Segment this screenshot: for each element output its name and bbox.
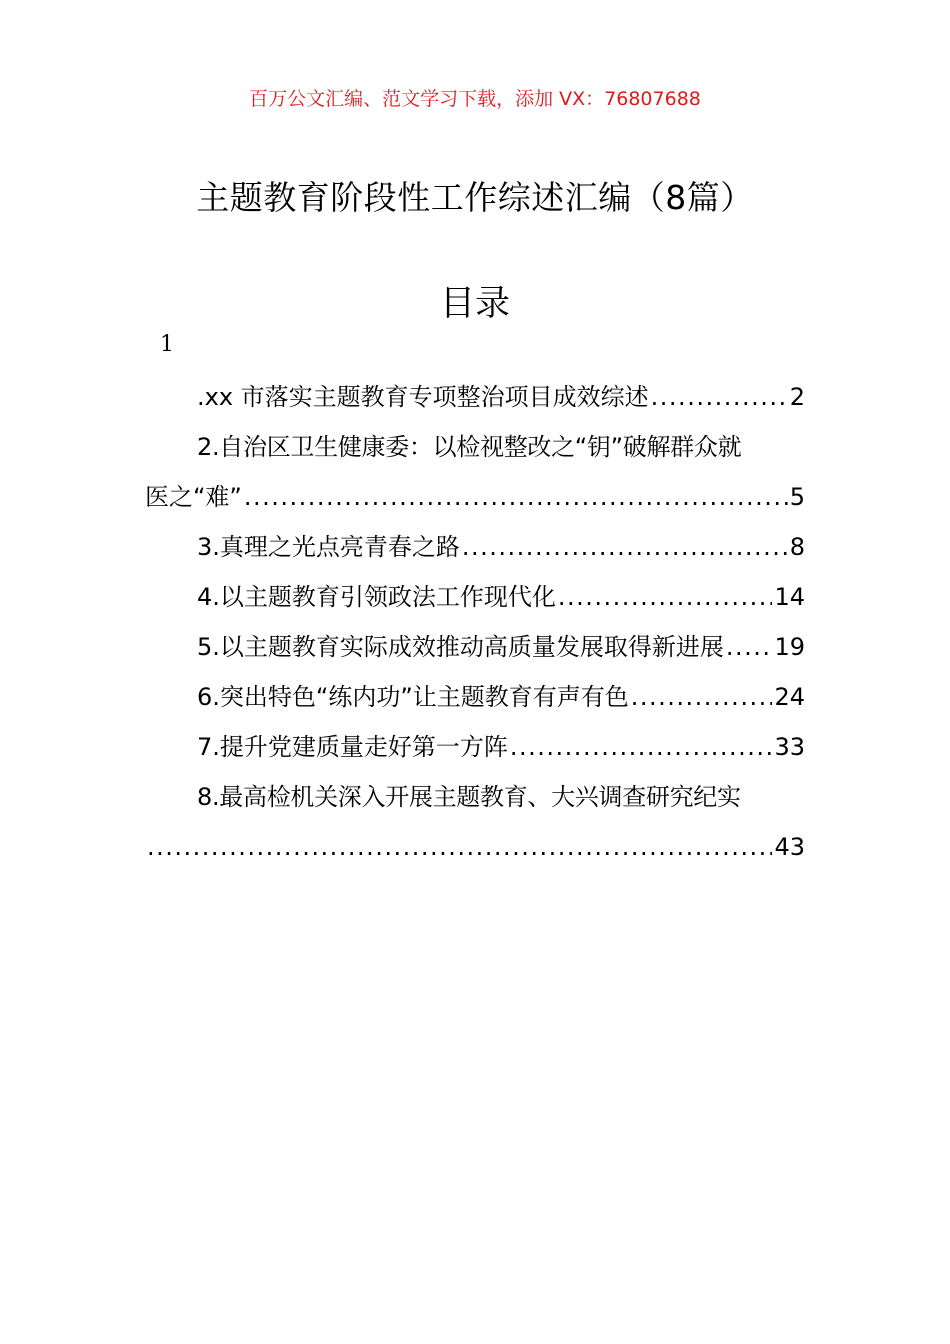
toc-entry-title: 医之“难” (145, 483, 242, 511)
toc-leader-dots (631, 672, 773, 722)
toc-entry-page: 5 (789, 483, 805, 511)
toc-entry-2-line1[interactable]: 2.自治区卫生健康委：以检视整改之“钥”破解群众就 (197, 433, 742, 461)
document-title: 主题教育阶段性工作综述汇编（8篇） (196, 178, 754, 217)
stray-number: 1 (160, 332, 174, 357)
toc-entry-1[interactable] (145, 372, 805, 422)
toc-leader-dots (726, 622, 773, 672)
toc-leader-dots (510, 722, 773, 772)
toc-entry-4[interactable] (145, 572, 805, 622)
toc-entry-3[interactable] (145, 522, 805, 572)
toc-entry-page: 43 (774, 833, 805, 861)
toc-leader-dots (244, 472, 788, 522)
table-of-contents (145, 372, 805, 872)
toc-leader-dots (147, 822, 772, 872)
toc-entry-7[interactable] (145, 722, 805, 772)
toc-entry-page: 19 (774, 633, 805, 661)
toc-entry-2[interactable] (145, 472, 805, 522)
toc-entry-title: 7.提升党建质量走好第一方阵 (197, 733, 508, 761)
toc-leader-dots (651, 372, 788, 422)
toc-leader-dots (558, 572, 773, 622)
toc-entry-title: 5.以主题教育实际成效推动高质量发展取得新进展 (197, 633, 724, 661)
toc-entry-page: 33 (774, 733, 805, 761)
toc-entry-page: 14 (774, 583, 805, 611)
toc-entry-5[interactable] (145, 622, 805, 672)
toc-leader-dots (462, 522, 788, 572)
toc-heading: 目录 (439, 284, 510, 324)
toc-entry-title: 4.以主题教育引领政法工作现代化 (197, 583, 556, 611)
header-banner: 百万公文汇编、范文学习下载，添加 VX：76807688 (249, 88, 701, 110)
toc-entry-title: .xx 市落实主题教育专项整治项目成效综述 (197, 383, 649, 411)
toc-entry-8[interactable] (145, 822, 805, 872)
toc-entry-page: 8 (789, 533, 805, 561)
toc-entry-6[interactable] (145, 672, 805, 722)
toc-entry-8-line1[interactable]: 8.最高检机关深入开展主题教育、大兴调查研究纪实 (197, 783, 741, 811)
toc-entry-page: 2 (789, 383, 805, 411)
toc-entry-title: 6.突出特色“练内功”让主题教育有声有色 (197, 683, 629, 711)
toc-entry-page: 24 (774, 683, 805, 711)
toc-entry-title: 3.真理之光点亮青春之路 (197, 533, 460, 561)
